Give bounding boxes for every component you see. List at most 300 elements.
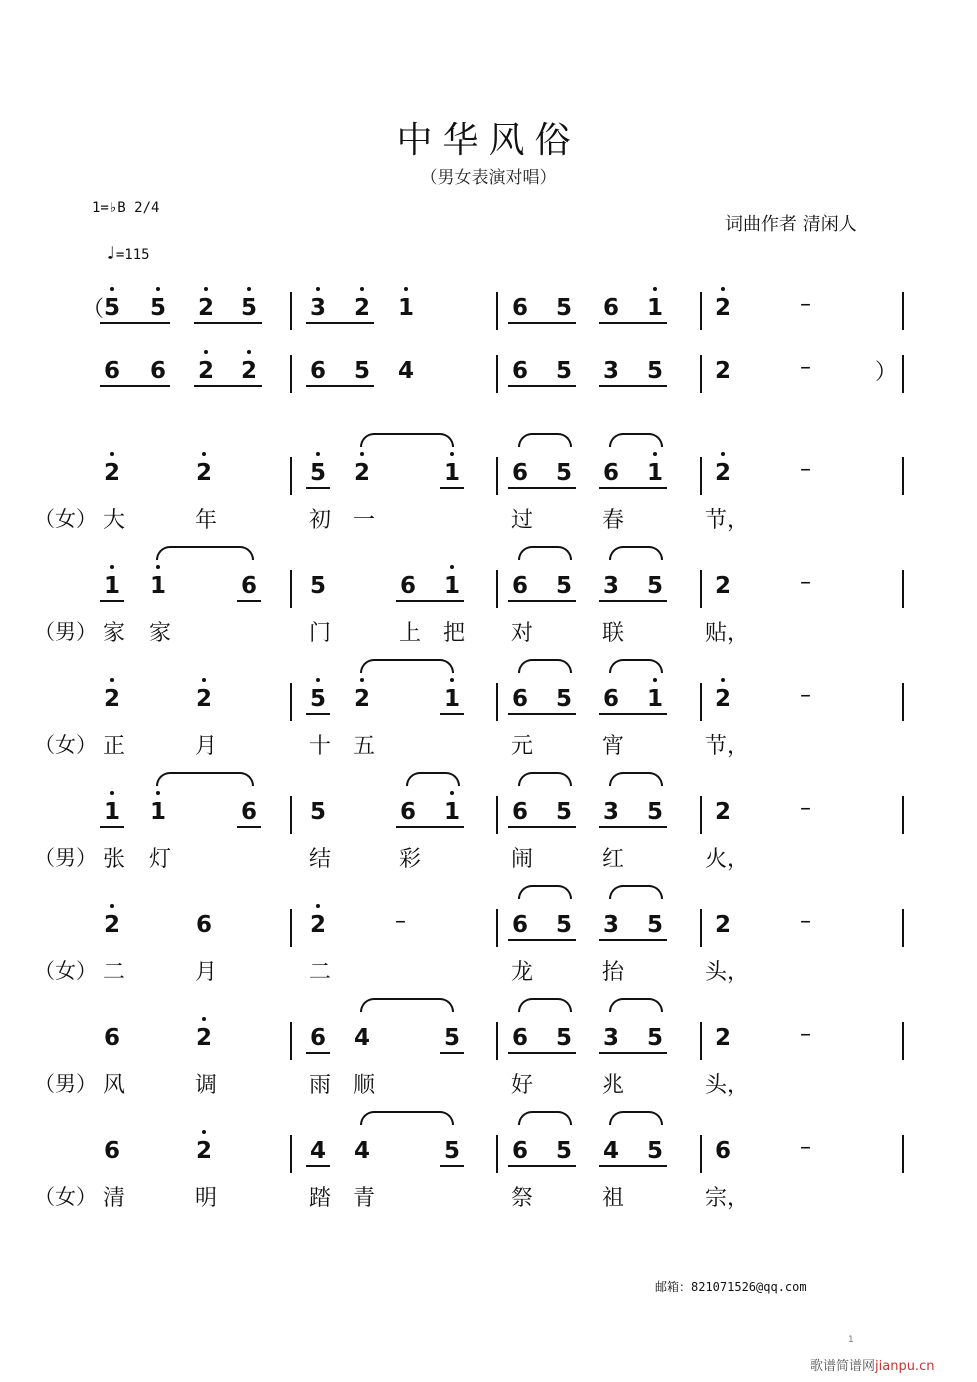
- note: 5: [306, 685, 330, 713]
- eighth-underline: [599, 385, 667, 387]
- high-octave-dot: [360, 287, 364, 291]
- notation-row: [0, 355, 977, 415]
- lyric-char: 把: [442, 621, 465, 646]
- watermark-url: jianpu.cn: [875, 1359, 935, 1374]
- note: 6: [511, 358, 528, 384]
- barline: [496, 683, 498, 721]
- note: 2: [714, 573, 731, 599]
- high-octave-dot: [156, 287, 160, 291]
- eighth-underline: [306, 322, 374, 324]
- eighth-underline: [508, 1052, 576, 1054]
- eighth-underline: [194, 385, 262, 387]
- lyric-char: 正: [102, 734, 125, 759]
- note: 2: [237, 357, 261, 385]
- high-octave-dot: [156, 791, 160, 795]
- note: 2: [100, 685, 124, 713]
- slur-arc: [518, 659, 572, 673]
- slur-arc: [156, 546, 254, 560]
- note: 3: [602, 912, 619, 938]
- note: 6: [511, 1138, 528, 1164]
- high-octave-dot: [316, 904, 320, 908]
- note: 5: [646, 1138, 663, 1164]
- note: 5: [555, 295, 572, 321]
- barline: [700, 683, 702, 721]
- singer-role: （女）: [34, 507, 97, 531]
- note: 3: [306, 294, 330, 322]
- eighth-underline: [100, 826, 124, 828]
- eighth-underline: [306, 487, 330, 489]
- high-octave-dot: [202, 1017, 206, 1021]
- note: 2: [192, 685, 216, 713]
- lyric-char: 十: [308, 734, 331, 759]
- slur-arc: [518, 546, 572, 560]
- note: 3: [602, 1025, 619, 1051]
- lyric-char: 贴，: [705, 621, 750, 646]
- lyric-char: 龙: [510, 960, 533, 985]
- note: 5: [555, 358, 572, 384]
- barline: [700, 796, 702, 834]
- note: 6: [511, 295, 528, 321]
- lyric-char: 五: [352, 734, 375, 759]
- lyric-row: [0, 842, 977, 876]
- high-octave-dot: [653, 287, 657, 291]
- note: 6: [103, 1025, 120, 1051]
- lyric-char: 联: [601, 621, 624, 646]
- lyric-char: 一: [352, 508, 375, 533]
- high-octave-dot: [721, 287, 725, 291]
- note: 2: [192, 459, 216, 487]
- eighth-underline: [599, 600, 667, 602]
- note: 2: [350, 459, 374, 487]
- lyric-char: 张: [102, 847, 125, 872]
- lyric-char: 家: [148, 621, 171, 646]
- high-octave-dot: [110, 452, 114, 456]
- barline: [290, 292, 292, 330]
- barline: [290, 683, 292, 721]
- eighth-underline: [396, 826, 464, 828]
- lyric-char: 兆: [601, 1073, 624, 1098]
- eighth-underline: [508, 322, 576, 324]
- note: 6: [602, 460, 619, 486]
- song-title: 中华风俗: [396, 120, 581, 161]
- eighth-underline: [306, 385, 374, 387]
- high-octave-dot: [360, 452, 364, 456]
- barline: [902, 796, 904, 834]
- note: 2: [711, 294, 735, 322]
- author-credit: 词曲作者 清闲人: [725, 214, 857, 235]
- note: 1: [643, 685, 667, 713]
- barline: [902, 570, 904, 608]
- lyric-char: 二: [102, 960, 125, 985]
- note: 6: [602, 686, 619, 712]
- eighth-underline: [100, 385, 170, 387]
- slur-arc: [360, 433, 454, 447]
- note: 5: [555, 573, 572, 599]
- high-octave-dot: [653, 678, 657, 682]
- barline: [902, 1135, 904, 1173]
- hold-dash: –: [800, 355, 811, 380]
- note: 5: [443, 1138, 460, 1164]
- lyric-row: [0, 1068, 977, 1102]
- eighth-underline: [599, 322, 667, 324]
- barline: [496, 457, 498, 495]
- lyric-char: 节，: [705, 734, 750, 759]
- slur-arc: [406, 772, 460, 786]
- note: 5: [306, 459, 330, 487]
- slur-arc: [609, 659, 663, 673]
- lyric-char: 家: [102, 621, 125, 646]
- slur-arc: [156, 772, 254, 786]
- hold-dash: –: [800, 909, 811, 934]
- high-octave-dot: [450, 452, 454, 456]
- hold-dash: –: [395, 909, 406, 934]
- eighth-underline: [194, 322, 262, 324]
- barline: [496, 355, 498, 393]
- lyric-char: 过: [510, 508, 533, 533]
- note: 6: [399, 799, 416, 825]
- note: 5: [555, 799, 572, 825]
- note: 1: [146, 798, 170, 826]
- high-octave-dot: [721, 678, 725, 682]
- note: 1: [100, 798, 124, 826]
- note: 3: [602, 799, 619, 825]
- high-octave-dot: [204, 287, 208, 291]
- lyric-char: 二: [308, 960, 331, 985]
- lyric-char: 青: [352, 1186, 375, 1211]
- lyric-char: 调: [194, 1073, 217, 1098]
- note: 5: [443, 1025, 460, 1051]
- site-watermark: [810, 1355, 934, 1374]
- hold-dash: –: [800, 683, 811, 708]
- barline: [902, 683, 904, 721]
- hold-dash: –: [800, 570, 811, 595]
- note: 6: [399, 573, 416, 599]
- high-octave-dot: [202, 678, 206, 682]
- note: 5: [646, 1025, 663, 1051]
- lyric-char: 头，: [705, 960, 750, 985]
- note: 1: [440, 459, 464, 487]
- note: 6: [103, 1138, 120, 1164]
- note: 2: [194, 294, 218, 322]
- note: 5: [555, 460, 572, 486]
- high-octave-dot: [721, 452, 725, 456]
- eighth-underline: [306, 1165, 330, 1167]
- high-octave-dot: [247, 287, 251, 291]
- note: 5: [555, 686, 572, 712]
- note: 5: [555, 1025, 572, 1051]
- lyric-char: 月: [194, 734, 217, 759]
- eighth-underline: [100, 600, 124, 602]
- lyric-row: [0, 616, 977, 650]
- lyric-char: 对: [510, 621, 533, 646]
- note: 3: [602, 358, 619, 384]
- note: 3: [602, 573, 619, 599]
- barline: [496, 1022, 498, 1060]
- barline: [700, 1135, 702, 1173]
- barline: [700, 1022, 702, 1060]
- barline: [290, 570, 292, 608]
- barline: [902, 1022, 904, 1060]
- barline: [902, 355, 904, 393]
- note: 5: [353, 358, 370, 384]
- slur-arc: [609, 885, 663, 899]
- page-mark: 1: [848, 1335, 854, 1345]
- note: 5: [309, 573, 326, 599]
- note: 6: [240, 573, 257, 599]
- note: 4: [397, 358, 414, 384]
- lyric-char: 上: [398, 621, 421, 646]
- note: 6: [240, 799, 257, 825]
- barline: [290, 355, 292, 393]
- email-contact: 邮箱：821071526@qq.com: [655, 1280, 807, 1294]
- barline: [496, 570, 498, 608]
- lyric-char: 年: [194, 508, 217, 533]
- note: 6: [149, 358, 166, 384]
- tempo-value: =115: [115, 247, 150, 263]
- high-octave-dot: [653, 452, 657, 456]
- high-octave-dot: [156, 565, 160, 569]
- high-octave-dot: [202, 452, 206, 456]
- hold-dash: –: [800, 1135, 811, 1160]
- slur-arc: [518, 885, 572, 899]
- note: 6: [103, 358, 120, 384]
- singer-role: （女）: [34, 733, 97, 757]
- high-octave-dot: [450, 791, 454, 795]
- key-signature: 1=♭B 2/4: [92, 200, 160, 216]
- note: 6: [511, 799, 528, 825]
- eighth-underline: [396, 600, 464, 602]
- high-octave-dot: [360, 678, 364, 682]
- note: 5: [237, 294, 261, 322]
- high-octave-dot: [110, 287, 114, 291]
- barline: [700, 355, 702, 393]
- slur-arc: [609, 772, 663, 786]
- paren: ）: [875, 360, 898, 385]
- note: 2: [714, 358, 731, 384]
- note: 2: [194, 357, 218, 385]
- eighth-underline: [440, 1165, 464, 1167]
- lyric-char: 抬: [601, 960, 624, 985]
- eighth-underline: [440, 487, 464, 489]
- eighth-underline: [508, 487, 576, 489]
- eighth-underline: [599, 939, 667, 941]
- lyric-char: 清: [102, 1186, 125, 1211]
- note: 6: [511, 1025, 528, 1051]
- lyric-char: 宵: [601, 734, 624, 759]
- singer-role: （男）: [34, 620, 97, 644]
- singer-role: （女）: [34, 1185, 97, 1209]
- note: 4: [602, 1138, 619, 1164]
- high-octave-dot: [110, 565, 114, 569]
- note: 5: [646, 358, 663, 384]
- note: 2: [711, 459, 735, 487]
- note: 5: [646, 573, 663, 599]
- singer-role: （女）: [34, 959, 97, 983]
- lyric-char: 明: [194, 1186, 217, 1211]
- hold-dash: –: [800, 457, 811, 482]
- note: 6: [309, 1025, 326, 1051]
- high-octave-dot: [110, 791, 114, 795]
- barline: [290, 909, 292, 947]
- high-octave-dot: [316, 287, 320, 291]
- note: 2: [350, 685, 374, 713]
- eighth-underline: [599, 487, 667, 489]
- slur-arc: [518, 772, 572, 786]
- tempo-marking: [105, 243, 150, 264]
- quarter-note-icon: ♩: [105, 243, 116, 264]
- note: 1: [440, 685, 464, 713]
- paren: （: [82, 297, 105, 322]
- note: 5: [309, 799, 326, 825]
- eighth-underline: [440, 1052, 464, 1054]
- eighth-underline: [508, 939, 576, 941]
- lyric-char: 头，: [705, 1073, 750, 1098]
- note: 5: [146, 294, 170, 322]
- barline: [496, 1135, 498, 1173]
- hold-dash: –: [800, 796, 811, 821]
- lyric-char: 结: [308, 847, 331, 872]
- hold-dash: –: [800, 292, 811, 317]
- barline: [290, 796, 292, 834]
- high-octave-dot: [404, 287, 408, 291]
- barline: [700, 570, 702, 608]
- lyric-char: 元: [510, 734, 533, 759]
- lyric-char: 灯: [148, 847, 171, 872]
- slur-arc: [609, 998, 663, 1012]
- note: 2: [711, 685, 735, 713]
- eighth-underline: [508, 1165, 576, 1167]
- note: 6: [511, 912, 528, 938]
- lyric-char: 顺: [352, 1073, 375, 1098]
- high-octave-dot: [110, 904, 114, 908]
- high-octave-dot: [204, 350, 208, 354]
- eighth-underline: [508, 826, 576, 828]
- slur-arc: [609, 1111, 663, 1125]
- note: 6: [714, 1138, 731, 1164]
- note: 1: [394, 294, 418, 322]
- lyric-char: 闹: [510, 847, 533, 872]
- lyric-char: 风: [102, 1073, 125, 1098]
- eighth-underline: [237, 600, 261, 602]
- lyric-char: 祭: [510, 1186, 533, 1211]
- lyric-char: 大: [102, 508, 125, 533]
- note: 5: [646, 912, 663, 938]
- slur-arc: [360, 998, 454, 1012]
- eighth-underline: [237, 826, 261, 828]
- note: 5: [555, 912, 572, 938]
- high-octave-dot: [247, 350, 251, 354]
- note: 5: [646, 799, 663, 825]
- note: 2: [350, 294, 374, 322]
- note: 1: [100, 572, 124, 600]
- watermark-cn: 歌谱简谱网: [810, 1359, 876, 1374]
- lyric-char: 好: [510, 1073, 533, 1098]
- high-octave-dot: [316, 452, 320, 456]
- note: 6: [511, 460, 528, 486]
- lyric-char: 火，: [705, 847, 750, 872]
- song-subtitle: （男女表演对唱）: [420, 168, 557, 188]
- eighth-underline: [508, 600, 576, 602]
- barline: [700, 457, 702, 495]
- high-octave-dot: [110, 678, 114, 682]
- barline: [700, 292, 702, 330]
- eighth-underline: [100, 322, 170, 324]
- note: 5: [555, 1138, 572, 1164]
- note: 2: [714, 799, 731, 825]
- barline: [496, 909, 498, 947]
- hold-dash: –: [800, 1022, 811, 1047]
- lyric-char: 彩: [398, 847, 421, 872]
- eighth-underline: [306, 1052, 330, 1054]
- note: 4: [353, 1138, 370, 1164]
- note: 1: [643, 459, 667, 487]
- slur-arc: [360, 1111, 454, 1125]
- eighth-underline: [599, 713, 667, 715]
- note: 1: [146, 572, 170, 600]
- note: 1: [643, 294, 667, 322]
- lyric-row: [0, 503, 977, 537]
- singer-role: （男）: [34, 846, 97, 870]
- slur-arc: [609, 546, 663, 560]
- singer-role: （男）: [34, 1072, 97, 1096]
- lyric-char: 初: [308, 508, 331, 533]
- note: 2: [100, 459, 124, 487]
- eighth-underline: [306, 713, 330, 715]
- lyric-char: 宗，: [705, 1186, 750, 1211]
- barline: [902, 457, 904, 495]
- note: 2: [714, 912, 731, 938]
- note: 4: [309, 1138, 326, 1164]
- lyric-char: 节，: [705, 508, 750, 533]
- slur-arc: [609, 433, 663, 447]
- lyric-char: 红: [601, 847, 624, 872]
- note: 1: [440, 572, 464, 600]
- barline: [700, 909, 702, 947]
- lyric-char: 踏: [308, 1186, 331, 1211]
- slur-arc: [518, 998, 572, 1012]
- barline: [902, 909, 904, 947]
- barline: [496, 796, 498, 834]
- lyric-char: 祖: [601, 1186, 624, 1211]
- note: 6: [309, 358, 326, 384]
- lyric-char: 门: [308, 621, 331, 646]
- slur-arc: [518, 1111, 572, 1125]
- note: 5: [100, 294, 124, 322]
- eighth-underline: [440, 713, 464, 715]
- barline: [496, 292, 498, 330]
- high-octave-dot: [450, 678, 454, 682]
- note: 2: [192, 1137, 216, 1165]
- barline: [290, 1022, 292, 1060]
- note: 2: [100, 911, 124, 939]
- eighth-underline: [508, 713, 576, 715]
- barline: [902, 292, 904, 330]
- note: 2: [714, 1025, 731, 1051]
- note: 1: [440, 798, 464, 826]
- high-octave-dot: [450, 565, 454, 569]
- notation-row: [0, 292, 977, 352]
- lyric-char: 月: [194, 960, 217, 985]
- note: 6: [511, 686, 528, 712]
- high-octave-dot: [316, 678, 320, 682]
- high-octave-dot: [202, 1130, 206, 1134]
- note: 6: [511, 573, 528, 599]
- eighth-underline: [599, 1165, 667, 1167]
- slur-arc: [518, 433, 572, 447]
- lyric-row: [0, 1181, 977, 1215]
- lyric-row: [0, 955, 977, 989]
- eighth-underline: [599, 1052, 667, 1054]
